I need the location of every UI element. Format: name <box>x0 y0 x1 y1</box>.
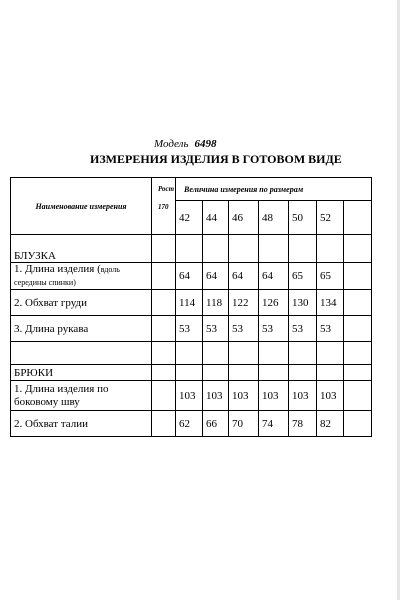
value-cell: 66 <box>203 411 229 437</box>
value-cell: 103 <box>203 381 229 411</box>
model-line <box>154 138 216 151</box>
value-cell: 126 <box>259 290 289 316</box>
value-cell: 64 <box>229 263 259 290</box>
value-cell: 65 <box>317 263 344 290</box>
size-cell: 50 <box>289 201 317 235</box>
value-cell: 82 <box>317 411 344 437</box>
measurement-name: 1. Длина изделия по боковому шву <box>11 381 152 411</box>
value-cell: 103 <box>317 381 344 411</box>
value-cell: 53 <box>317 316 344 342</box>
value-cell: 74 <box>259 411 289 437</box>
measurement-name: 3. Длина рукава <box>11 316 152 342</box>
section-title-blouse: БЛУЗКА <box>11 235 152 263</box>
value-cell: 103 <box>259 381 289 411</box>
value-cell: 53 <box>176 316 203 342</box>
header-height-cell <box>152 178 176 235</box>
size-cell: 44 <box>203 201 229 235</box>
table-row <box>11 263 372 290</box>
section-title-trousers: БРЮКИ <box>11 365 152 381</box>
measurements-table <box>10 177 372 437</box>
size-cell-empty <box>344 201 372 235</box>
table-row <box>11 381 372 411</box>
value-cell: 70 <box>229 411 259 437</box>
value-cell: 64 <box>176 263 203 290</box>
empty-row <box>11 342 372 365</box>
value-cell: 122 <box>229 290 259 316</box>
value-cell: 78 <box>289 411 317 437</box>
measurement-name: 1. Длина изделия (вдоль середины спинки) <box>11 263 152 290</box>
table-row <box>11 411 372 437</box>
size-cell: 52 <box>317 201 344 235</box>
size-cell: 46 <box>229 201 259 235</box>
size-cell: 48 <box>259 201 289 235</box>
value-cell: 103 <box>289 381 317 411</box>
value-cell: 103 <box>229 381 259 411</box>
value-cell: 118 <box>203 290 229 316</box>
value-cell: 103 <box>176 381 203 411</box>
value-cell: 53 <box>203 316 229 342</box>
table-header-row <box>11 178 372 201</box>
section-row <box>11 235 372 263</box>
section-row <box>11 365 372 381</box>
measurement-name: 2. Обхват талии <box>11 411 152 437</box>
document-title: ИЗМЕРЕНИЯ ИЗДЕЛИЯ В ГОТОВОМ ВИДЕ <box>90 152 342 166</box>
model-label: Модель <box>154 138 189 150</box>
size-cell: 42 <box>176 201 203 235</box>
measurement-note: вдоль середины спинки) <box>14 265 120 287</box>
header-height-label: Рост <box>158 185 175 193</box>
header-measurement-name: Наименование измерения <box>11 178 152 235</box>
model-number: 6498 <box>194 138 217 150</box>
value-cell: 53 <box>229 316 259 342</box>
value-cell: 53 <box>289 316 317 342</box>
header-size-title: Величина измерения по размерам <box>176 178 372 201</box>
table-row <box>11 316 372 342</box>
value-cell: 62 <box>176 411 203 437</box>
value-cell: 134 <box>317 290 344 316</box>
value-cell: 65 <box>289 263 317 290</box>
value-cell: 130 <box>289 290 317 316</box>
header-height-value: 170 <box>158 203 169 211</box>
measurement-name: 2. Обхват груди <box>11 290 152 316</box>
value-cell: 64 <box>203 263 229 290</box>
value-cell: 64 <box>259 263 289 290</box>
table-row <box>11 290 372 316</box>
value-cell: 114 <box>176 290 203 316</box>
value-cell: 53 <box>259 316 289 342</box>
